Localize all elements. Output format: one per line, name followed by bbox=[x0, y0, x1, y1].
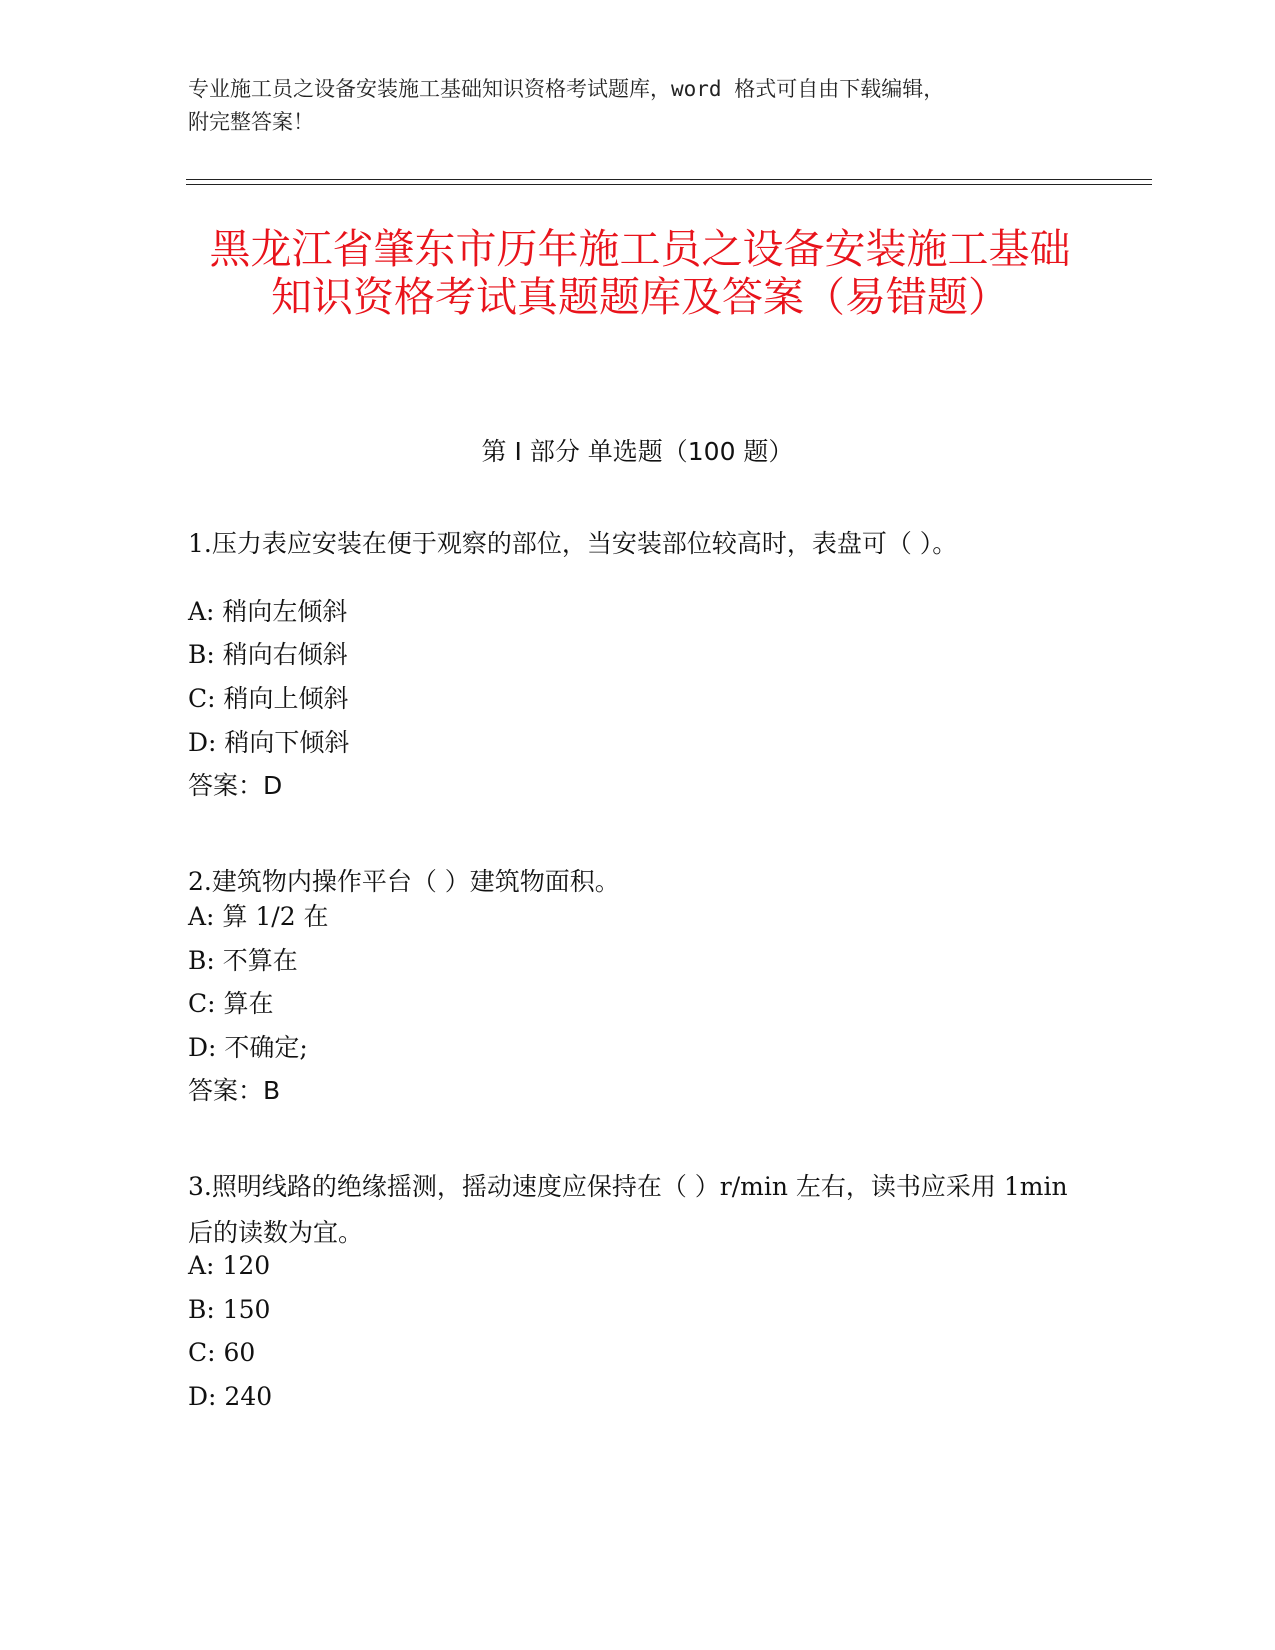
question-2-text: 2.建筑物内操作平台（ ）建筑物面积。 bbox=[188, 867, 620, 896]
question-3-option-a: A: 120 bbox=[188, 1251, 271, 1280]
question-1-text: 1.压力表应安装在便于观察的部位，当安装部位较高时，表盘可（ ）。 bbox=[188, 529, 958, 558]
question-2-answer: 答案：B bbox=[188, 1076, 281, 1105]
header-line-2: 附完整答案！ bbox=[188, 110, 314, 134]
question-2-option-c: C: 算在 bbox=[188, 989, 274, 1018]
document-header bbox=[188, 73, 1068, 139]
question-3-option-b: B: 150 bbox=[188, 1295, 271, 1324]
document-title: 黑龙江省肇东市历年施工员之设备安装施工基础知识资格考试真题题库及答案（易错题） bbox=[209, 225, 1071, 321]
question-3-option-d: D: 240 bbox=[188, 1382, 273, 1411]
header-divider-top bbox=[186, 179, 1152, 180]
question-1-answer: 答案：D bbox=[188, 771, 283, 800]
header-line-1: 专业施工员之设备安装施工基础知识资格考试题库，word 格式可自由下载编辑， bbox=[188, 77, 945, 101]
question-1-option-a: A: 稍向左倾斜 bbox=[188, 597, 348, 626]
question-1-option-b: B: 稍向右倾斜 bbox=[188, 640, 348, 669]
question-2-option-a: A: 算 1/2 在 bbox=[188, 902, 329, 931]
question-2-option-d: D: 不确定; bbox=[188, 1033, 308, 1062]
header-divider-bottom bbox=[186, 184, 1152, 185]
question-1-option-c: C: 稍向上倾斜 bbox=[188, 684, 349, 713]
section-heading: 第 I 部分 单选题（100 题） bbox=[481, 437, 794, 466]
question-3-option-c: C: 60 bbox=[188, 1338, 256, 1367]
question-3-text: 3.照明线路的绝缘摇测，摇动速度应保持在（ ）r/min 左右，读书应采用 1min 后的读数为宜。 bbox=[188, 1172, 1068, 1247]
question-1-option-d: D: 稍向下倾斜 bbox=[188, 728, 350, 757]
question-2-option-b: B: 不算在 bbox=[188, 946, 298, 975]
